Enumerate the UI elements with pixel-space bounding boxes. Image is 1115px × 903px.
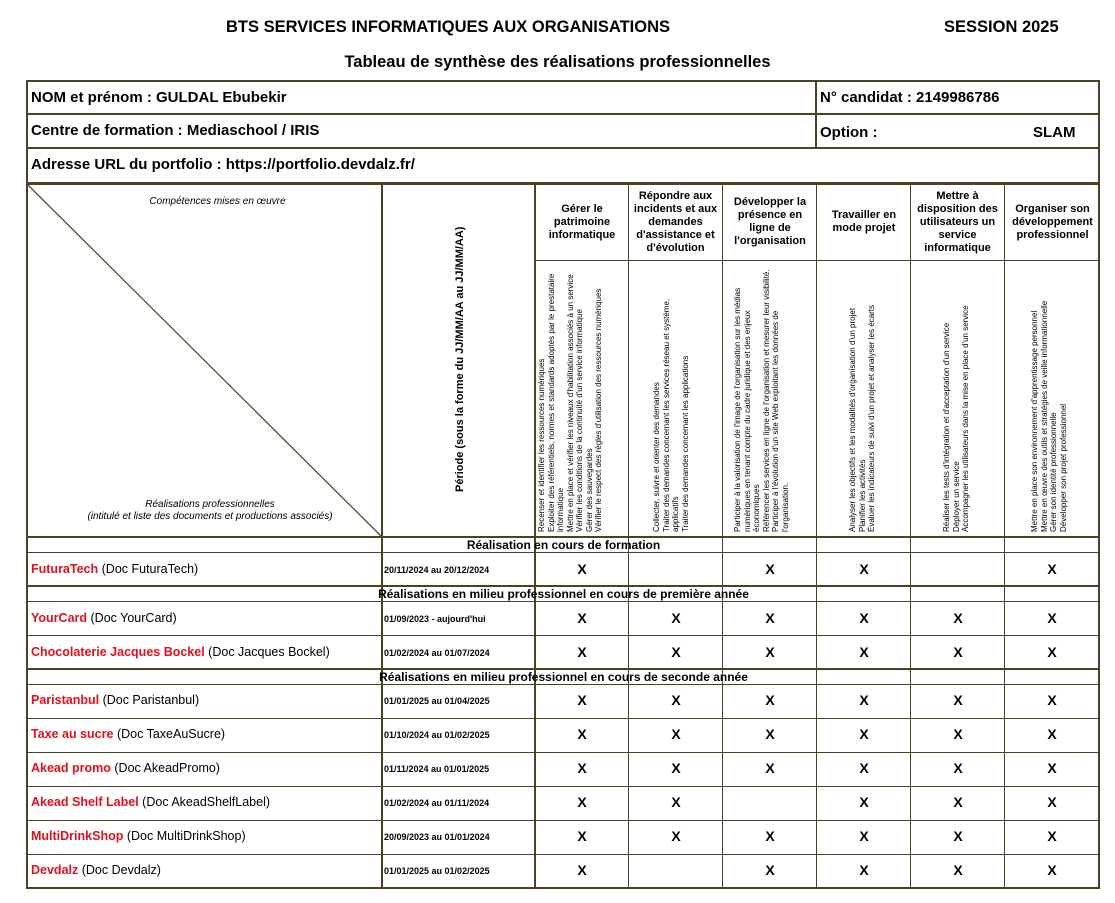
row-mark: X xyxy=(765,561,775,577)
row-mark: X xyxy=(859,610,869,626)
competence-details-1: Recenser et identifier les ressources numériques Exploiter des référentiels, normes et standards adoptés par le prestataire informatique Mettre en place et vérifier les niveaux d'habilitation associés à un service Vérifier les conditions de la continuité d'un service informatique Gérer des sauvegardes Vérifier le respect des règles d'utilisation des ressources numériques xyxy=(537,273,603,532)
candidate-number: N° candidat : 2149986786 xyxy=(820,89,1000,106)
row-period: 20/11/2024 au 20/12/2024 xyxy=(384,565,490,575)
row-mark: X xyxy=(577,644,587,660)
competence-title-1: Gérer le patrimoine informatique xyxy=(548,202,616,241)
row-mark: X xyxy=(1047,561,1057,577)
competence-title-6: Organiser son développement professionnel xyxy=(1012,202,1093,241)
divider xyxy=(27,601,1099,602)
project-doc: (Doc AkeadShelfLabel) xyxy=(142,795,271,809)
project-doc: (Doc AkeadPromo) xyxy=(114,761,220,775)
row-mark: X xyxy=(765,692,775,708)
row-period: 01/01/2025 au 01/04/2025 xyxy=(384,696,490,706)
row-mark: X xyxy=(671,610,681,626)
project-doc: (Doc Jacques Bockel) xyxy=(208,645,330,659)
row-period: 01/09/2023 - aujourd'hui xyxy=(384,614,486,624)
table-row-name xyxy=(31,727,225,741)
divider xyxy=(26,113,1100,115)
row-mark: X xyxy=(859,794,869,810)
section-title: Réalisation en cours de formation xyxy=(466,538,661,552)
row-mark: X xyxy=(577,692,587,708)
row-mark: X xyxy=(953,862,963,878)
row-mark: X xyxy=(577,610,587,626)
row-mark: X xyxy=(765,760,775,776)
row-mark: X xyxy=(1047,760,1057,776)
row-mark: X xyxy=(1047,610,1057,626)
row-mark: X xyxy=(953,644,963,660)
row-mark: X xyxy=(765,610,775,626)
project-name: Paristanbul xyxy=(31,693,100,707)
divider xyxy=(27,854,1099,855)
row-mark: X xyxy=(1047,726,1057,742)
row-period: 01/11/2024 au 01/01/2025 xyxy=(384,764,490,774)
competence-details-4: Analyser les objectifs et les modalités d'organisation d'un projet Planifier les activités Évaluer les indicateurs de suivi d'un projet et analyser les écarts xyxy=(848,305,876,532)
section-title: Réalisations en milieu professionnel en cours de première année xyxy=(378,587,749,601)
row-mark: X xyxy=(671,726,681,742)
competence-title-2: Répondre aux incidents et aux demandes d'assistance et d'évolution xyxy=(633,189,718,254)
project-doc: (Doc FuturaTech) xyxy=(101,562,199,576)
document-title: BTS SERVICES INFORMATIQUES AUX ORGANISATIONS xyxy=(226,18,671,36)
row-period: 01/02/2024 au 01/11/2024 xyxy=(384,798,490,808)
table-row-name xyxy=(31,645,330,659)
row-mark: X xyxy=(859,828,869,844)
row-mark: X xyxy=(953,726,963,742)
row-mark: X xyxy=(1047,692,1057,708)
row-mark: X xyxy=(859,644,869,660)
row-mark: X xyxy=(953,610,963,626)
row-period: 01/10/2024 au 01/02/2025 xyxy=(384,730,490,740)
realisations-sublabel: (intitulé et liste des documents et productions associés) xyxy=(87,511,333,522)
project-name: FuturaTech xyxy=(31,562,99,576)
row-mark: X xyxy=(859,726,869,742)
header-diagonal xyxy=(27,184,381,536)
row-mark: X xyxy=(859,760,869,776)
option-value: SLAM xyxy=(1033,124,1076,141)
project-name: Devdalz xyxy=(31,863,79,877)
session-label: SESSION 2025 xyxy=(944,18,1059,36)
divider xyxy=(27,552,1099,553)
row-mark: X xyxy=(577,561,587,577)
row-mark: X xyxy=(577,760,587,776)
project-name: MultiDrinkShop xyxy=(31,829,124,843)
candidate-name: NOM et prénom : GULDAL Ebubekir xyxy=(31,89,287,106)
realisations-label: Réalisations professionnelles xyxy=(145,499,275,510)
competence-title-5: Mettre à disposition des utilisateurs un service informatique xyxy=(917,189,998,254)
project-doc: (Doc Devdalz) xyxy=(81,863,161,877)
divider xyxy=(27,635,1099,636)
competence-details-2: Collecter, suivre et orienter des demandes Traiter des demandes concernant les services réseau et système, applicatifs Traiter des demandes concernant les applications xyxy=(652,298,690,532)
row-mark: X xyxy=(953,828,963,844)
competence-title-4: Travailler en mode projet xyxy=(831,209,897,234)
table-row-name xyxy=(31,863,161,877)
row-mark: X xyxy=(1047,828,1057,844)
row-mark: X xyxy=(765,862,775,878)
project-name: Chocolaterie Jacques Bockel xyxy=(31,645,205,659)
row-mark: X xyxy=(577,726,587,742)
row-mark: X xyxy=(765,644,775,660)
row-mark: X xyxy=(671,644,681,660)
project-doc: (Doc YourCard) xyxy=(90,611,177,625)
row-mark: X xyxy=(859,561,869,577)
row-mark: X xyxy=(577,828,587,844)
divider xyxy=(815,80,817,148)
row-period: 01/02/2024 au 01/07/2024 xyxy=(384,648,490,658)
row-mark: X xyxy=(1047,794,1057,810)
project-name: Akead Shelf Label xyxy=(31,795,139,809)
row-mark: X xyxy=(1047,644,1057,660)
project-name: Akead promo xyxy=(31,761,111,775)
project-doc: (Doc Paristanbul) xyxy=(102,693,200,707)
competence-details-5: Réaliser les tests d'intégration et d'acceptation d'un service Déployer un service Accompagner les utilisateurs dans la mise en place d'un service xyxy=(942,305,970,532)
row-mark: X xyxy=(953,692,963,708)
divider xyxy=(27,718,1099,719)
row-mark: X xyxy=(671,828,681,844)
row-mark: X xyxy=(859,862,869,878)
row-mark: X xyxy=(1047,862,1057,878)
competence-details-3: Participer à la valorisation de l'image de l'organisation sur les médias numériques en tenant compte du cadre juridique et des enjeux économiques Référencer les services en ligne de l'organisation et mesurer leur visibilité. Participer à l'évolution d'un site Web exploitant les données de l'organisation. xyxy=(733,269,790,532)
competence-title-3: Développer la présence en ligne de l'organisation xyxy=(733,196,807,247)
row-mark: X xyxy=(765,828,775,844)
divider xyxy=(27,820,1099,821)
row-mark: X xyxy=(577,794,587,810)
table-row-name xyxy=(31,761,220,775)
divider xyxy=(27,752,1099,753)
project-doc: (Doc MultiDrinkShop) xyxy=(126,829,246,843)
competences-label: Compétences mises en œuvre xyxy=(149,196,286,207)
divider xyxy=(26,147,1100,149)
period-header: Période (sous la forme du JJ/MM/AA au JJ/MM/AA) xyxy=(454,226,466,492)
document-subtitle: Tableau de synthèse des réalisations professionnelles xyxy=(344,53,771,71)
row-mark: X xyxy=(859,692,869,708)
section-title: Réalisations en milieu professionnel en cours de seconde année xyxy=(379,670,748,684)
row-period: 20/09/2023 au 01/01/2024 xyxy=(384,832,490,842)
row-period: 01/01/2025 au 01/02/2025 xyxy=(384,866,490,876)
row-mark: X xyxy=(671,692,681,708)
competence-details-6: Mettre en place son environnement d'apprentissage personnel Mettre en œuvre des outils et stratégies de veille informationnelle Gérer son identité professionnelle Développer son projet professionnel xyxy=(1030,300,1068,532)
training-center: Centre de formation : Mediaschool / IRIS xyxy=(31,122,320,139)
row-mark: X xyxy=(765,726,775,742)
project-name: Taxe au sucre xyxy=(31,727,114,741)
row-mark: X xyxy=(953,760,963,776)
project-doc: (Doc TaxeAuSucre) xyxy=(116,727,226,741)
table-row-name xyxy=(31,611,177,625)
table-row-name xyxy=(31,693,199,707)
table-row-name xyxy=(31,562,198,576)
row-mark: X xyxy=(953,794,963,810)
table-row-name xyxy=(31,829,246,843)
row-mark: X xyxy=(577,862,587,878)
divider xyxy=(27,684,1099,685)
option-label: Option : xyxy=(820,124,878,141)
table-row-name xyxy=(31,795,270,809)
row-mark: X xyxy=(671,760,681,776)
divider xyxy=(535,260,1100,261)
divider xyxy=(27,786,1099,787)
row-mark: X xyxy=(671,794,681,810)
portfolio-url: Adresse URL du portfolio : https://portfolio.devdalz.fr/ xyxy=(31,156,415,173)
project-name: YourCard xyxy=(31,611,88,625)
